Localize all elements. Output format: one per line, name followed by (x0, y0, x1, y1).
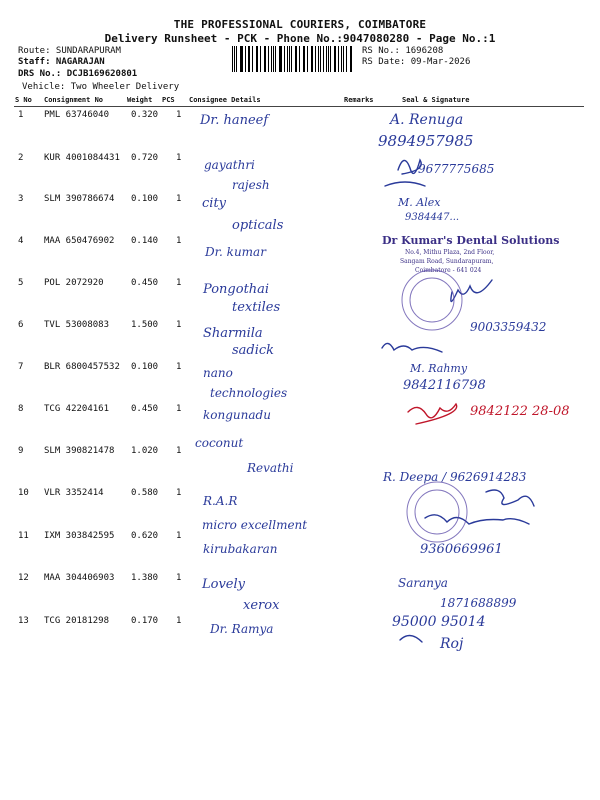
rs-no-label: RS No.: 1696208 (362, 46, 444, 56)
row-sno: 8 (18, 404, 24, 414)
signature-10 (486, 490, 534, 506)
hw-consignee-12a: Lovely (202, 577, 245, 592)
row-consignment-no: VLR 3352414 (44, 488, 104, 498)
row-weight: 1.500 (131, 320, 159, 330)
drs-label: DRS No.: DCJB169620801 (18, 69, 138, 79)
signature-8 (408, 404, 457, 424)
hw-seal-7b: 9842116798 (403, 378, 486, 393)
row-pcs: 1 (176, 573, 182, 583)
rs-date-label: RS Date: 09-Mar-2026 (362, 57, 471, 67)
barcode-bar (256, 46, 257, 72)
barcode (232, 46, 354, 72)
hw-seal-8: 9842122 28-08 (470, 404, 570, 419)
barcode-bar (311, 46, 312, 72)
hw-seal-2: 9677775685 (418, 162, 495, 176)
page-title: THE PROFESSIONAL COURIERS, COIMBATORE (173, 18, 427, 31)
barcode-bar (326, 46, 327, 72)
row-pcs: 1 (176, 236, 182, 246)
row-sno: 13 (18, 616, 29, 626)
barcode-bar (232, 46, 233, 72)
hw-consignee-1: Dr. haneef (200, 113, 269, 128)
hw-consignee-7b: technologies (210, 386, 288, 400)
row-pcs: 1 (176, 616, 182, 626)
stamp-line-3: Coimbatore - 641 024 (415, 267, 482, 274)
col-seal: Seal & Signature (402, 96, 470, 104)
row-weight: 0.450 (131, 278, 159, 288)
signature-13 (400, 635, 422, 642)
row-consignment-no: SLM 390786674 (44, 194, 115, 204)
col-consignee: Consignee Details (189, 96, 261, 104)
barcode-bar (240, 46, 241, 72)
hw-consignee-6b: sadick (232, 343, 275, 358)
row-weight: 0.320 (131, 110, 159, 120)
barcode-bar (343, 46, 344, 72)
col-pcs: PCS (162, 96, 175, 104)
row-pcs: 1 (176, 531, 182, 541)
hw-seal-6: 9003359432 (470, 320, 547, 334)
row-weight: 0.620 (131, 531, 159, 541)
stamp-title: Dr Kumar's Dental Solutions (382, 234, 560, 247)
hw-consignee-5b: textiles (232, 300, 281, 315)
row-sno: 1 (18, 110, 24, 120)
barcode-bar (334, 46, 335, 72)
hw-consignee-4: Dr. kumar (205, 245, 266, 259)
row-consignment-no: TVL 53008083 (44, 320, 110, 330)
row-consignment-no: BLR 6800457532 (44, 362, 120, 372)
row-consignment-no: TCG 42204161 (44, 404, 110, 414)
row-sno: 5 (18, 278, 24, 288)
hw-seal-12b: 1871688899 (440, 596, 517, 610)
vehicle-label: Vehicle: Two Wheeler Delivery (22, 82, 180, 92)
row-consignment-no: SLM 390821478 (44, 446, 115, 456)
signature-11 (425, 515, 529, 524)
row-sno: 6 (18, 320, 24, 330)
barcode-bar (268, 46, 269, 72)
row-weight: 0.450 (131, 404, 159, 414)
barcode-bar (341, 46, 342, 72)
hw-consignee-8: kongunadu (203, 408, 271, 422)
row-sno: 3 (18, 194, 24, 204)
row-pcs: 1 (176, 320, 182, 330)
hw-seal-13a: 95000 95014 (392, 614, 486, 630)
row-consignment-no: TCG 20181298 (44, 616, 110, 626)
row-sno: 9 (18, 446, 24, 456)
hw-consignee-7a: nano (203, 366, 233, 380)
row-pcs: 1 (176, 153, 182, 163)
hw-consignee-9a: coconut (195, 436, 244, 450)
hw-seal-13b: Roj (440, 636, 464, 652)
row-sno: 7 (18, 362, 24, 372)
barcode-bar (241, 46, 242, 72)
hw-consignee-10: R.A.R (203, 494, 238, 508)
row-pcs: 1 (176, 362, 182, 372)
row-consignment-no: POL 2072920 (44, 278, 104, 288)
row-pcs: 1 (176, 278, 182, 288)
barcode-bar (299, 46, 300, 72)
barcode-bar (252, 46, 253, 72)
barcode-bar (280, 46, 281, 72)
hw-consignee-6a: Sharmila (203, 326, 263, 341)
hw-seal-7a: M. Rahmy (410, 362, 468, 375)
staff-label: Staff: NAGARAJAN (18, 57, 105, 67)
col-consignment: Consignment No (44, 96, 104, 104)
hw-seal-1b: 9894957985 (378, 132, 474, 150)
signature-4 (385, 182, 425, 186)
hw-seal-11: 9360669961 (420, 542, 503, 557)
row-consignment-no: MAA 650476902 (44, 236, 115, 246)
barcode-bar (295, 46, 296, 72)
hw-consignee-3a: city (202, 196, 227, 211)
stamp-line-1: No.4, Mithu Plaza, 2nd Floor, (405, 249, 495, 256)
stamp-line-2: Sangam Road, Sundarapuram, (400, 258, 494, 265)
hw-consignee-2b: rajesh (232, 178, 270, 192)
hw-seal-9: R. Deepa / 9626914283 (383, 470, 527, 484)
hw-seal-3a: M. Alex (398, 196, 441, 209)
col-remarks: Remarks (344, 96, 374, 104)
row-pcs: 1 (176, 488, 182, 498)
barcode-bar (260, 46, 261, 72)
hw-consignee-12b: xerox (243, 598, 280, 613)
row-pcs: 1 (176, 110, 182, 120)
hw-consignee-13: Dr. Ramya (210, 622, 274, 636)
signature-6 (382, 343, 442, 352)
barcode-bar (307, 46, 308, 72)
hw-consignee-2a: gayathri (204, 158, 255, 172)
row-weight: 0.100 (131, 194, 159, 204)
row-weight: 0.100 (131, 362, 159, 372)
row-weight: 0.580 (131, 488, 159, 498)
row-weight: 1.380 (131, 573, 159, 583)
hw-seal-3b: 9384447... (405, 212, 460, 223)
row-weight: 0.170 (131, 616, 159, 626)
row-pcs: 1 (176, 194, 182, 204)
hw-consignee-11b: kirubakaran (203, 542, 278, 556)
hw-seal-12a: Saranya (398, 576, 448, 590)
col-weight: Weight (127, 96, 153, 104)
page-subtitle: Delivery Runsheet - PCK - Phone No.:9047080280 - Page No.:1 (104, 32, 496, 45)
row-pcs: 1 (176, 404, 182, 414)
signature-5 (451, 280, 492, 302)
row-weight: 0.720 (131, 153, 159, 163)
hw-consignee-3b: opticals (232, 218, 284, 233)
round-seal-5 (402, 270, 462, 330)
row-consignment-no: PML 63746040 (44, 110, 110, 120)
row-sno: 11 (18, 531, 29, 541)
barcode-bar (320, 46, 321, 72)
row-sno: 10 (18, 488, 29, 498)
barcode-bar (351, 46, 352, 72)
header-rule (14, 106, 584, 107)
hw-consignee-5a: Pongothai (203, 282, 270, 297)
row-weight: 0.140 (131, 236, 159, 246)
hw-consignee-9b: Revathi (247, 461, 294, 475)
barcode-bar (284, 46, 285, 72)
row-sno: 12 (18, 573, 29, 583)
row-sno: 2 (18, 153, 24, 163)
row-consignment-no: IXM 303842595 (44, 531, 115, 541)
row-consignment-no: KUR 4001084431 (44, 153, 120, 163)
route-label: Route: SUNDARAPURAM (18, 46, 121, 56)
row-sno: 4 (18, 236, 24, 246)
barcode-bar (275, 46, 276, 72)
hw-seal-1a: A. Renuga (390, 112, 464, 128)
col-sno: S No (15, 96, 32, 104)
row-consignment-no: MAA 304406903 (44, 573, 115, 583)
hw-consignee-11a: micro excellment (202, 518, 308, 532)
round-seal-10 (407, 482, 467, 542)
row-pcs: 1 (176, 446, 182, 456)
row-weight: 1.020 (131, 446, 159, 456)
